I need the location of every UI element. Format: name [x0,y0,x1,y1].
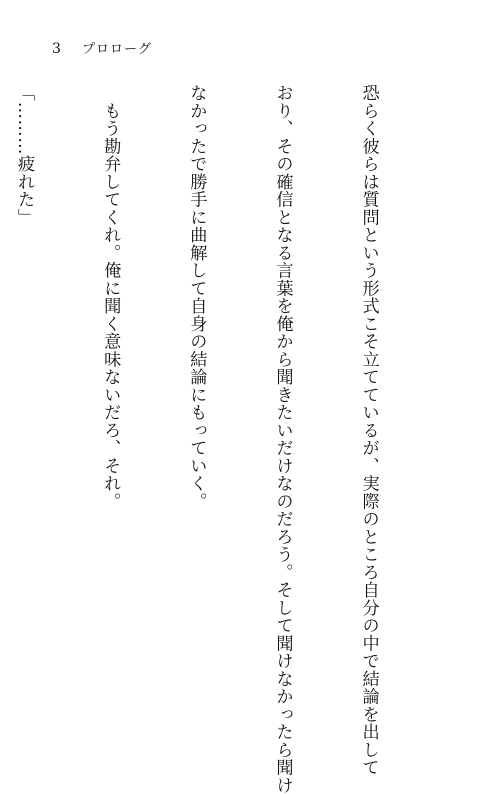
page-number: 3 [52,41,61,57]
text-line: もう勘弁してくれ。俺に聞く意味ないだろ、それ。 [100,84,121,510]
text-line: おり、その確信となる言葉を俺から聞きたいだけなのだろう。そして聞けなかったら聞け [272,84,293,794]
body-text [0,84,440,794]
chapter-title: プロローグ [82,42,153,57]
text-line: 「………疲れた」 [14,84,35,226]
text-line: 恐らく彼らは質問という形式こそ立てているが、実際のところ自分の中で結論を出して [358,84,379,777]
text-line: なかったで勝手に曲解して自身の結論にもっていく。 [186,84,207,510]
page-header [52,38,152,57]
